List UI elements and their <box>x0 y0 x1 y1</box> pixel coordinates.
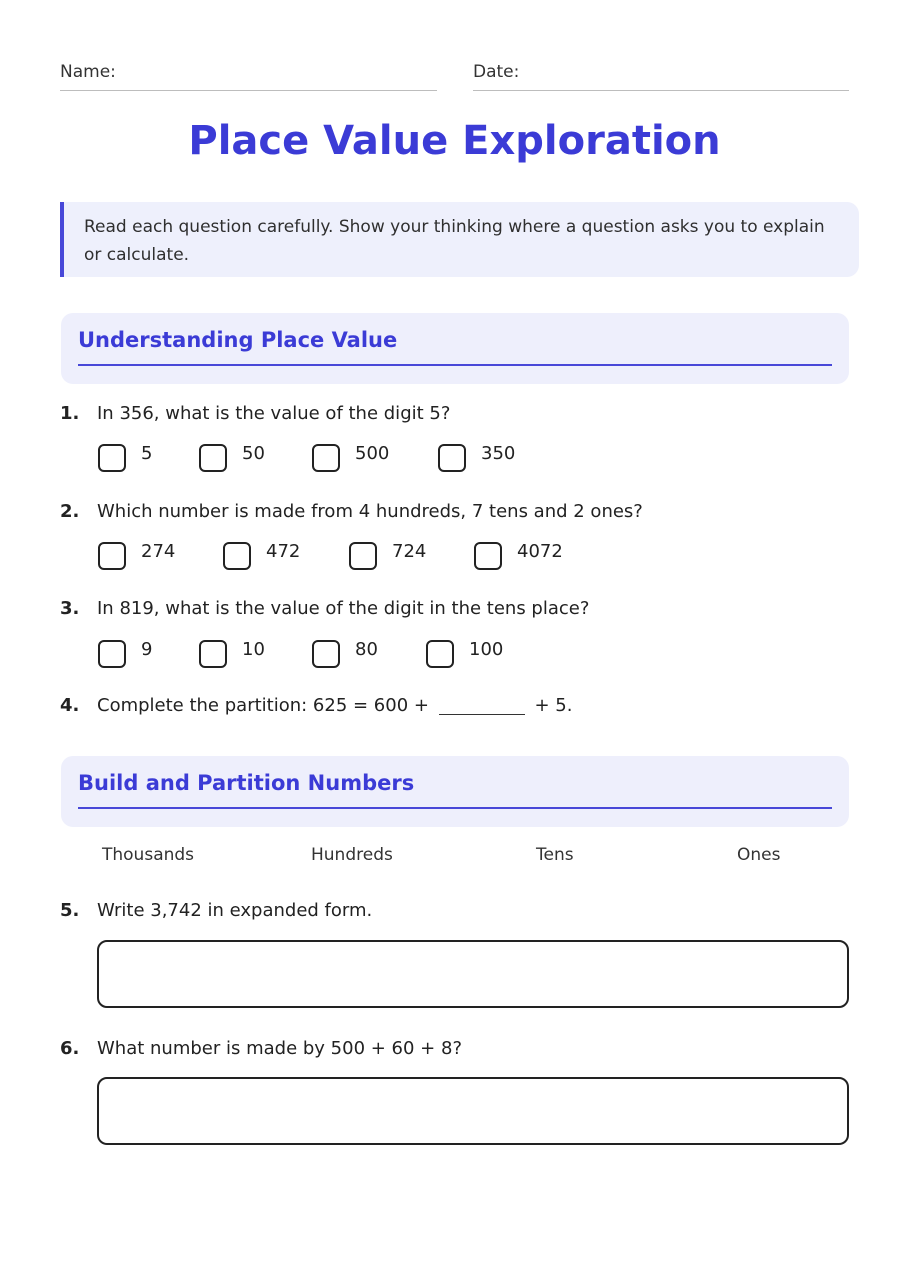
question-number: 5. <box>60 900 80 921</box>
option-label: 5 <box>141 443 153 464</box>
question-text: What number is made by 500 + 60 + 8? <box>97 1038 462 1059</box>
checkbox-icon[interactable] <box>199 444 227 472</box>
checkbox-icon[interactable] <box>98 542 126 570</box>
option-label: 100 <box>469 639 504 660</box>
checkbox-icon[interactable] <box>349 542 377 570</box>
checkbox-icon[interactable] <box>438 444 466 472</box>
instructions-text: Read each question carefully. Show your thinking where a question asks you to explain or calculate. <box>84 217 825 265</box>
question-text: In 356, what is the value of the digit 5? <box>97 403 451 424</box>
option-label: 9 <box>141 639 153 660</box>
checkbox-icon[interactable] <box>474 542 502 570</box>
section-build-and-partition <box>61 756 849 827</box>
checkbox-icon[interactable] <box>223 542 251 570</box>
section-understanding-place-value <box>61 313 849 384</box>
question-text: Which number is made from 4 hundreds, 7 tens and 2 ones? <box>97 501 643 522</box>
fill-in-blank[interactable] <box>439 696 525 715</box>
date-label: Date: <box>473 62 520 82</box>
checkbox-icon[interactable] <box>312 444 340 472</box>
option-label: 4072 <box>517 541 563 562</box>
checkbox-icon[interactable] <box>312 640 340 668</box>
question-text: Write 3,742 in expanded form. <box>97 900 373 921</box>
instructions-box <box>60 202 859 277</box>
question-text <box>97 695 572 716</box>
question-number: 6. <box>60 1038 80 1059</box>
question-text: In 819, what is the value of the digit in the tens place? <box>97 598 590 619</box>
name-label: Name: <box>60 62 116 82</box>
option-label: 500 <box>355 443 390 464</box>
option-label: 472 <box>266 541 301 562</box>
date-line[interactable] <box>473 90 849 91</box>
place-value-tens: Tens <box>536 845 574 865</box>
option-label: 80 <box>355 639 378 660</box>
question-number: 1. <box>60 403 80 424</box>
place-value-thousands: Thousands <box>102 845 195 865</box>
date-field[interactable] <box>473 62 519 82</box>
section-heading: Understanding Place Value <box>78 328 398 352</box>
question-number: 4. <box>60 695 80 716</box>
checkbox-icon[interactable] <box>98 444 126 472</box>
section-rule <box>78 364 832 366</box>
checkbox-icon[interactable] <box>199 640 227 668</box>
place-value-hundreds: Hundreds <box>311 845 393 865</box>
option-label: 50 <box>242 443 265 464</box>
checkbox-icon[interactable] <box>98 640 126 668</box>
section-heading: Build and Partition Numbers <box>78 771 415 795</box>
answer-box[interactable] <box>97 1077 849 1145</box>
section-rule <box>78 807 832 809</box>
place-value-ones: Ones <box>737 845 781 865</box>
page-title: Place Value Exploration <box>188 118 721 164</box>
option-label: 350 <box>481 443 516 464</box>
option-label: 274 <box>141 541 176 562</box>
answer-box[interactable] <box>97 940 849 1008</box>
checkbox-icon[interactable] <box>426 640 454 668</box>
question-number: 3. <box>60 598 80 619</box>
option-label: 724 <box>392 541 427 562</box>
question-number: 2. <box>60 501 80 522</box>
question-text-after: + 5. <box>534 695 573 716</box>
name-line[interactable] <box>60 90 437 91</box>
name-field[interactable] <box>60 62 116 82</box>
question-text-before: Complete the partition: 625 = 600 + <box>97 695 429 716</box>
option-label: 10 <box>242 639 265 660</box>
